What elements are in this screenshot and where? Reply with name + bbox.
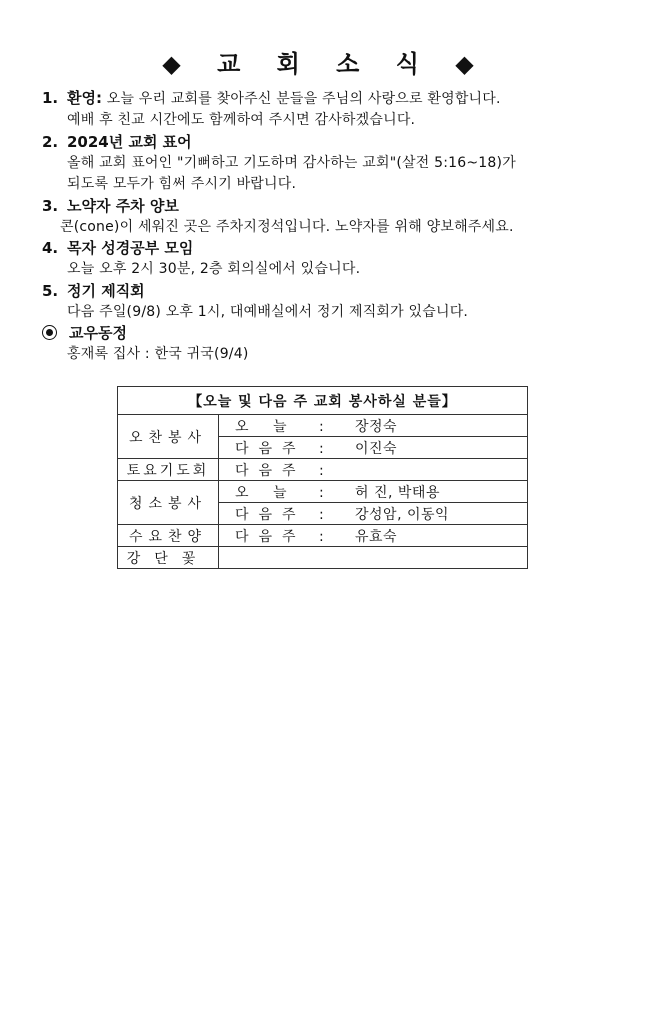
notice-parking — [42, 196, 627, 239]
notice-number: 1. — [42, 89, 59, 107]
duty-name: 유효숙 — [355, 528, 398, 545]
notice-list — [42, 88, 627, 366]
notice-council — [42, 281, 627, 324]
notice-text: 되도록 모두가 힘써 주시기 바랍니다. — [67, 176, 297, 192]
duty-cell: 다음주 : — [219, 459, 528, 481]
table-row — [118, 481, 528, 503]
page-title: ◆ 교 회 소 식 ◆ — [162, 50, 488, 78]
notice-heading: 목자 성경공부 모임 — [67, 239, 194, 257]
duty-cell: 다음주 : 이진숙 — [219, 437, 528, 459]
duty-role: 수요찬양 — [118, 525, 219, 547]
duty-cell — [219, 547, 528, 569]
notice-bible-study — [42, 238, 627, 281]
notice-text: 오늘 오후 2시 30분, 2층 회의실에서 있습니다. — [67, 261, 361, 277]
notice-text: 오늘 우리 교회를 찾아주신 분들을 주님의 사랑으로 환영합니다. — [101, 91, 501, 107]
notice-heading: 환영: — [67, 89, 102, 107]
notice-text: 예배 후 친교 시간에도 함께하여 주시면 감사하겠습니다. — [67, 112, 416, 128]
notice-text: 올해 교회 표어인 "기뻐하고 기도하며 감사하는 교회"(살전 5:16~18)가 — [67, 154, 516, 171]
duty-role: 청소봉사 — [118, 481, 219, 525]
duty-cell: 오 늘 : 허 진, 박태용 — [219, 481, 528, 503]
duty-table — [117, 386, 528, 569]
duty-role: 토요기도회 — [118, 459, 219, 481]
duty-table-caption: 【오늘 및 다음 주 교회 봉사하실 분들】 — [118, 387, 528, 415]
notice-motto — [42, 132, 627, 196]
notice-number: 4. — [42, 239, 59, 257]
notice-number: 5. — [42, 281, 59, 300]
table-row — [118, 459, 528, 481]
notice-text: 다음 주일(9/8) 오후 1시, 대예배실에서 정기 제직회가 있습니다. — [67, 303, 469, 320]
table-row — [118, 547, 528, 569]
notice-text: 콘(cone)이 세워진 곳은 주차지정석입니다. 노약자를 위해 양보해주세요. — [60, 218, 514, 235]
notice-heading: 노약자 주차 양보 — [67, 196, 179, 215]
table-row — [118, 525, 528, 547]
notice-text: 홍재록 집사 : 한국 귀국(9/4) — [67, 346, 249, 362]
notice-heading: 2024년 교회 표어 — [67, 132, 192, 151]
table-row — [118, 415, 528, 437]
radio-bullet-icon — [42, 325, 57, 340]
notice-number: 2. — [42, 132, 59, 151]
duty-name: 허 진, 박태용 — [355, 484, 440, 501]
duty-cell: 오 늘 : 장정숙 — [219, 415, 528, 437]
notice-welcome — [42, 88, 627, 132]
notice-heading: 정기 제직회 — [67, 281, 145, 300]
notice-member-news — [42, 323, 627, 366]
duty-name: 장정숙 — [355, 418, 398, 435]
notice-heading: 교우동정 — [69, 324, 127, 342]
duty-cell: 다음주 : 강성암, 이동익 — [219, 503, 528, 525]
duty-role: 오찬봉사 — [118, 415, 219, 459]
duty-cell: 다음주 : 유효숙 — [219, 525, 528, 547]
duty-role: 강단꽃 — [118, 547, 219, 569]
duty-name: 이진숙 — [355, 440, 398, 457]
duty-name: 강성암, 이동익 — [355, 506, 450, 523]
notice-number: 3. — [42, 196, 59, 215]
